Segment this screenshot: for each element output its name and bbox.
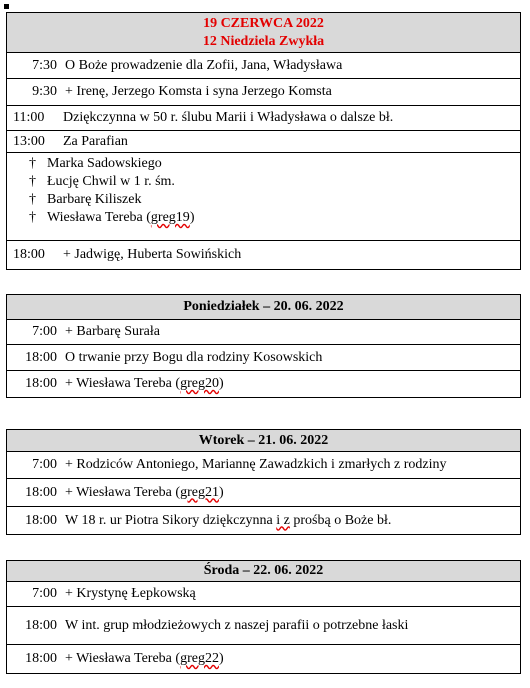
mass-intention: + Jadwigę, Huberta Sowińskich bbox=[63, 247, 242, 262]
cross-icon: † bbox=[29, 192, 36, 207]
spellcheck-word: greg21 bbox=[180, 484, 219, 500]
list-item bbox=[29, 155, 520, 173]
mass-time: 18:00 bbox=[25, 512, 57, 528]
table-row bbox=[7, 131, 520, 153]
mass-time: 18:00 bbox=[25, 651, 57, 666]
mass-time: 18:00 bbox=[13, 247, 45, 262]
mass-intention: W int. grup młodzieżowych z naszej parafii o potrzebne łaski bbox=[65, 617, 409, 633]
list-item bbox=[29, 191, 520, 209]
spellcheck-word: greg19 bbox=[150, 210, 190, 225]
table-row bbox=[7, 507, 520, 534]
table-row bbox=[7, 452, 520, 479]
day-header: Wtorek – 21. 06. 2022 bbox=[7, 430, 520, 452]
mass-time: 7:30 bbox=[32, 57, 57, 73]
table-row bbox=[7, 106, 520, 131]
mass-intention: + Barbarę Surała bbox=[65, 324, 160, 339]
sunday-header bbox=[7, 13, 520, 53]
intention-list bbox=[7, 153, 520, 241]
mass-time: 18:00 bbox=[25, 617, 57, 633]
spellcheck-word: greg22 bbox=[180, 651, 219, 666]
mass-intention: O Boże prowadzenie dla Zofii, Jana, Władysława bbox=[65, 57, 343, 73]
table-row bbox=[7, 320, 520, 345]
tuesday-table bbox=[6, 429, 521, 535]
list-item-text: Wiesława Tereba (greg19) bbox=[47, 210, 195, 225]
spellcheck-word: greg20 bbox=[180, 376, 219, 391]
table-row bbox=[7, 79, 520, 106]
list-item bbox=[29, 209, 520, 227]
mass-intention: + Krystynę Łepkowską bbox=[65, 586, 196, 601]
sunday-date: 19 CZERWCA 2022 bbox=[203, 16, 324, 31]
table-row bbox=[7, 582, 520, 607]
mass-intention: W 18 r. ur Piotra Sikory dziękczynna i z prośbą o Boże bł. bbox=[65, 512, 392, 528]
table-row bbox=[7, 345, 520, 371]
mass-intention: + Wiesława Tereba (greg22) bbox=[65, 651, 224, 666]
list-item bbox=[29, 173, 520, 191]
list-item-text: Łucję Chwil w 1 r. śm. bbox=[47, 174, 175, 189]
table-row bbox=[7, 371, 520, 397]
wednesday-table bbox=[6, 560, 521, 674]
list-item-text: Marka Sadowskiego bbox=[47, 156, 162, 171]
mass-time: 18:00 bbox=[25, 376, 57, 391]
monday-table bbox=[6, 294, 521, 398]
mass-intention: + Irenę, Jerzego Komsta i syna Jerzego Komsta bbox=[65, 84, 332, 99]
table-anchor-handle[interactable] bbox=[4, 4, 9, 9]
day-header: Środa – 22. 06. 2022 bbox=[7, 561, 520, 582]
mass-time: 11:00 bbox=[13, 110, 45, 125]
mass-intention: + Wiesława Tereba (greg21) bbox=[65, 484, 224, 500]
mass-time: 7:00 bbox=[32, 324, 57, 339]
table-row bbox=[7, 241, 520, 269]
table-row bbox=[7, 479, 520, 507]
mass-time: 13:00 bbox=[13, 133, 45, 149]
list-item-text: Barbarę Kiliszek bbox=[47, 192, 142, 207]
mass-intention: Dziękczynna w 50 r. ślubu Marii i Władysława o dalsze bł. bbox=[63, 110, 394, 125]
mass-time: 18:00 bbox=[25, 484, 57, 500]
mass-intention: + Rodziców Antoniego, Mariannę Zawadzkich i zmarłych z rodziny bbox=[65, 457, 447, 472]
mass-time: 7:00 bbox=[32, 457, 57, 472]
mass-intention: Za Parafian bbox=[63, 133, 128, 149]
cross-icon: † bbox=[29, 156, 36, 171]
cross-icon: † bbox=[29, 210, 36, 225]
cross-icon: † bbox=[29, 174, 36, 189]
mass-time: 7:00 bbox=[32, 586, 57, 601]
mass-time: 9:30 bbox=[32, 84, 57, 99]
mass-time: 18:00 bbox=[25, 349, 57, 365]
table-row bbox=[7, 607, 520, 645]
spellcheck-word: i z bbox=[276, 512, 290, 528]
sunday-table bbox=[6, 12, 521, 270]
sunday-name: 12 Niedziela Zwykła bbox=[202, 34, 325, 49]
mass-intention: O trwanie przy Bogu dla rodziny Kosowskich bbox=[65, 349, 323, 365]
table-row bbox=[7, 53, 520, 79]
day-header: Poniedziałek – 20. 06. 2022 bbox=[7, 295, 520, 320]
table-row bbox=[7, 645, 520, 673]
mass-intention: + Wiesława Tereba (greg20) bbox=[65, 376, 224, 391]
